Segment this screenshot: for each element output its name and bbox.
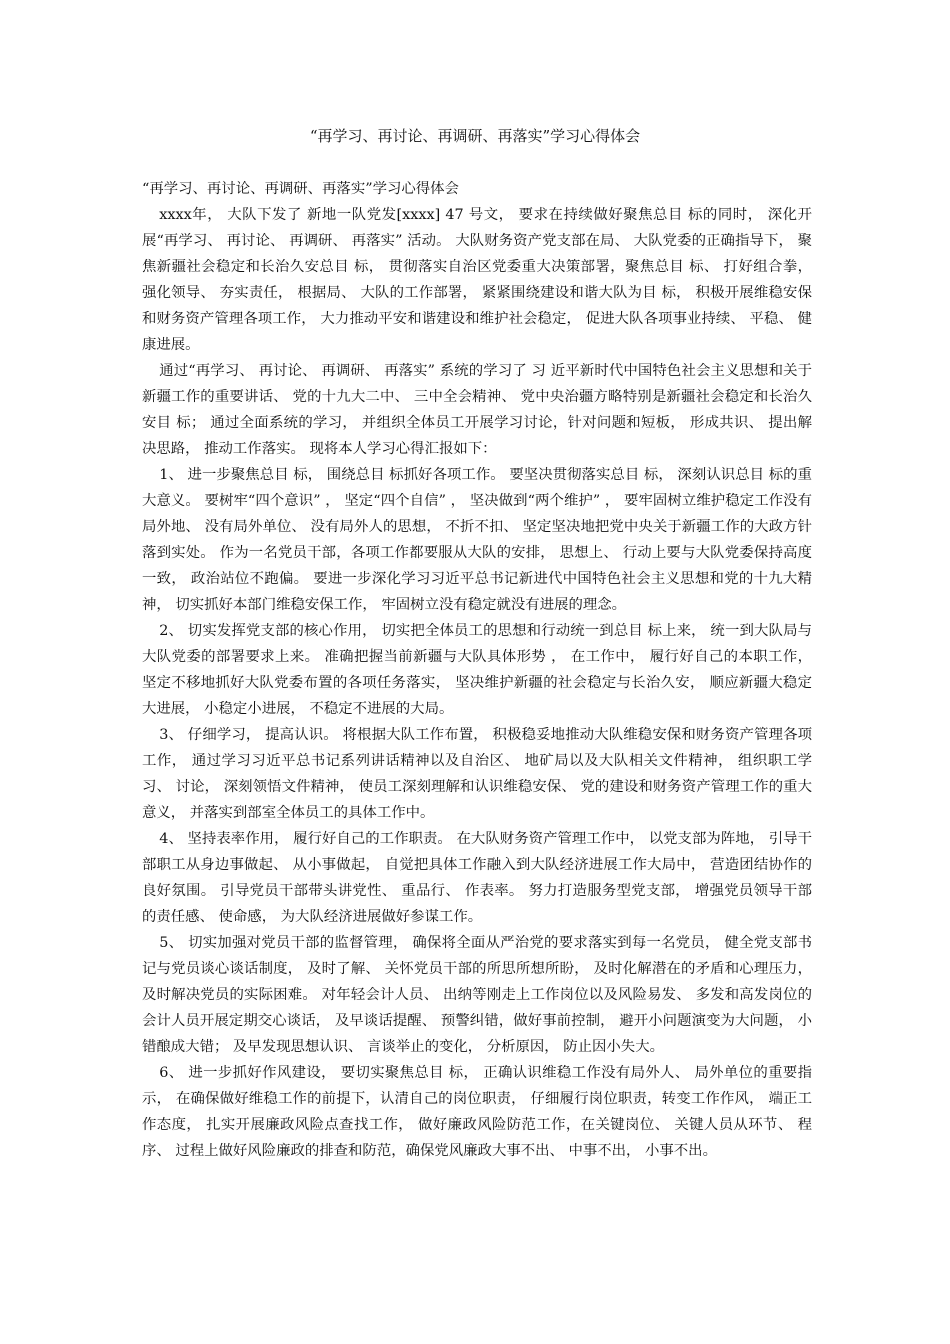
document-title: “再学习、再讨论、再调研、再落实”学习心得体会 <box>309 127 641 145</box>
document-body <box>142 176 812 1164</box>
paragraph: 3、 仔细学习， 提高认识。 将根据大队工作布置， 积极稳妥地推动大队维稳安保和财务资产管理各项工作， 通过学习习近平总书记系列讲话精神以及自治区、 地矿局以及大队相关文件精神， 组织职工学习、 讨论， 深刻领悟文件精神， 使员工深刻理解和认识维稳安保、 党的建设和财务资产管理工作的重大意义， 并落实到部室全体员工的具体工作中。 <box>142 727 812 821</box>
paragraph: 5、 切实加强对党员干部的监督管理， 确保将全面从严治党的要求落实到每一名党员， 健全党支部书记与党员谈心谈话制度， 及时了解、 关怀党员干部的所思所想所盼， 及时化解潜在的矛盾和心理压力，及时解决党员的实际困难。 对年轻会计人员、 出纳等刚走上工作岗位以及风险易发、 多发和高发岗位的会计人员开展定期交心谈话， 及早谈话提醒、 预警纠错，做好事前控制， 避开小问题演变为大问题， 小错酿成大错； 及早发现思想认识、 言谈举止的变化， 分析原因， 防止因小失大。 <box>142 935 812 1055</box>
paragraph: xxxx年， 大队下发了 新地一队党发[xxxx] 47 号文， 要求在持续做好聚焦总目 标的同时， 深化开展“再学习、 再讨论、 再调研、 再落实” 活动。 大队财务资产党支部在局、 大队党委的正确指导下， 聚焦新疆社会稳定和长治久安总目 标， 贯彻落实自治区党委重大决策部署，聚焦总目 标、 打好组合拳， 强化领导、 夯实责任， 根据局、 大队的工作部署， 紧紧围绕建设和谐大队为目 标， 积极开展维稳安保和财务资产管理各项工作， 大力推动平安和谐建设和维护社会稳定， 促进大队各项事业持续、 平稳、 健康进展。 <box>142 207 812 353</box>
paragraph: 4、 坚持表率作用， 履行好自己的工作职责。 在大队财务资产管理工作中， 以党支部为阵地， 引导干部职工从身边事做起、 从小事做起， 自觉把具体工作融入到大队经济进展工作大局中， 营造团结协作的良好氛围。 引导党员干部带头讲党性、 重品行、 作表率。 努力打造服务型党支部， 增强党员领导干部的责任感、 使命感， 为大队经济进展做好参谋工作。 <box>142 831 812 925</box>
paragraph: 2、 切实发挥党支部的核心作用， 切实把全体员工的思想和行动统一到总目 标上来， 统一到大队局与大队党委的部署要求上来。 准确把握当前新疆与大队具体形势 ， 在工作中， 履行好自己的本职工作， 坚定不移地抓好大队党委布置的各项任务落实， 坚决维护新疆的社会稳定与长治久安， 顺应新疆大稳定大进展， 小稳定小进展， 不稳定不进展的大局。 <box>142 623 812 717</box>
paragraph: 6、 进一步抓好作风建设， 要切实聚焦总目 标， 正确认识维稳工作没有局外人、 局外单位的重要指示， 在确保做好维稳工作的前提下，认清自己的岗位职责， 仔细履行岗位职责，转变工作作风， 端正工作态度， 扎实开展廉政风险点查找工作， 做好廉政风险防范工作，在关键岗位、 关键人员从环节、 程序、 过程上做好风险廉政的排查和防范，确保党风廉政大事不出、 中事不出， 小事不出。 <box>142 1065 812 1159</box>
paragraph: 1、 进一步聚焦总目 标， 围绕总目 标抓好各项工作。 要坚决贯彻落实总目 标， 深刻认识总目 标的重大意义。 要树牢“四个意识” ， 坚定“四个自信” ， 坚决做到“两个维护” ， 要牢固树立维护稳定工作没有局外地、 没有局外单位、 没有局外人的思想， 不折不扣、 坚定坚决地把党中央关于新疆工作的大政方针落到实处。 作为一名党员干部，各项工作都要服从大队的安排， 思想上、 行动上要与大队党委保持高度一致， 政治站位不跑偏。 要进一步深化学习习近平总书记新进代中国特色社会主义思想和党的十九大精神， 切实抓好本部门维稳安保工作， 牢固树立没有稳定就没有进展的理念。 <box>142 467 812 613</box>
document-subtitle: “再学习、再讨论、再调研、再落实”学习心得体会 <box>142 181 459 197</box>
paragraph: 通过“再学习、 再讨论、 再调研、 再落实” 系统的学习了 习 近平新时代中国特色社会主义思想和关于新疆工作的重要讲话、 党的十九大二中、 三中全会精神、 党中央治疆方略特别是新疆社会稳定和长治久安目 标； 通过全面系统的学习， 并组织全体员工开展学习讨论，针对问题和短板， 形成共识、 提出解决思路， 推动工作落实。 现将本人学习心得汇报如下： <box>142 363 812 457</box>
